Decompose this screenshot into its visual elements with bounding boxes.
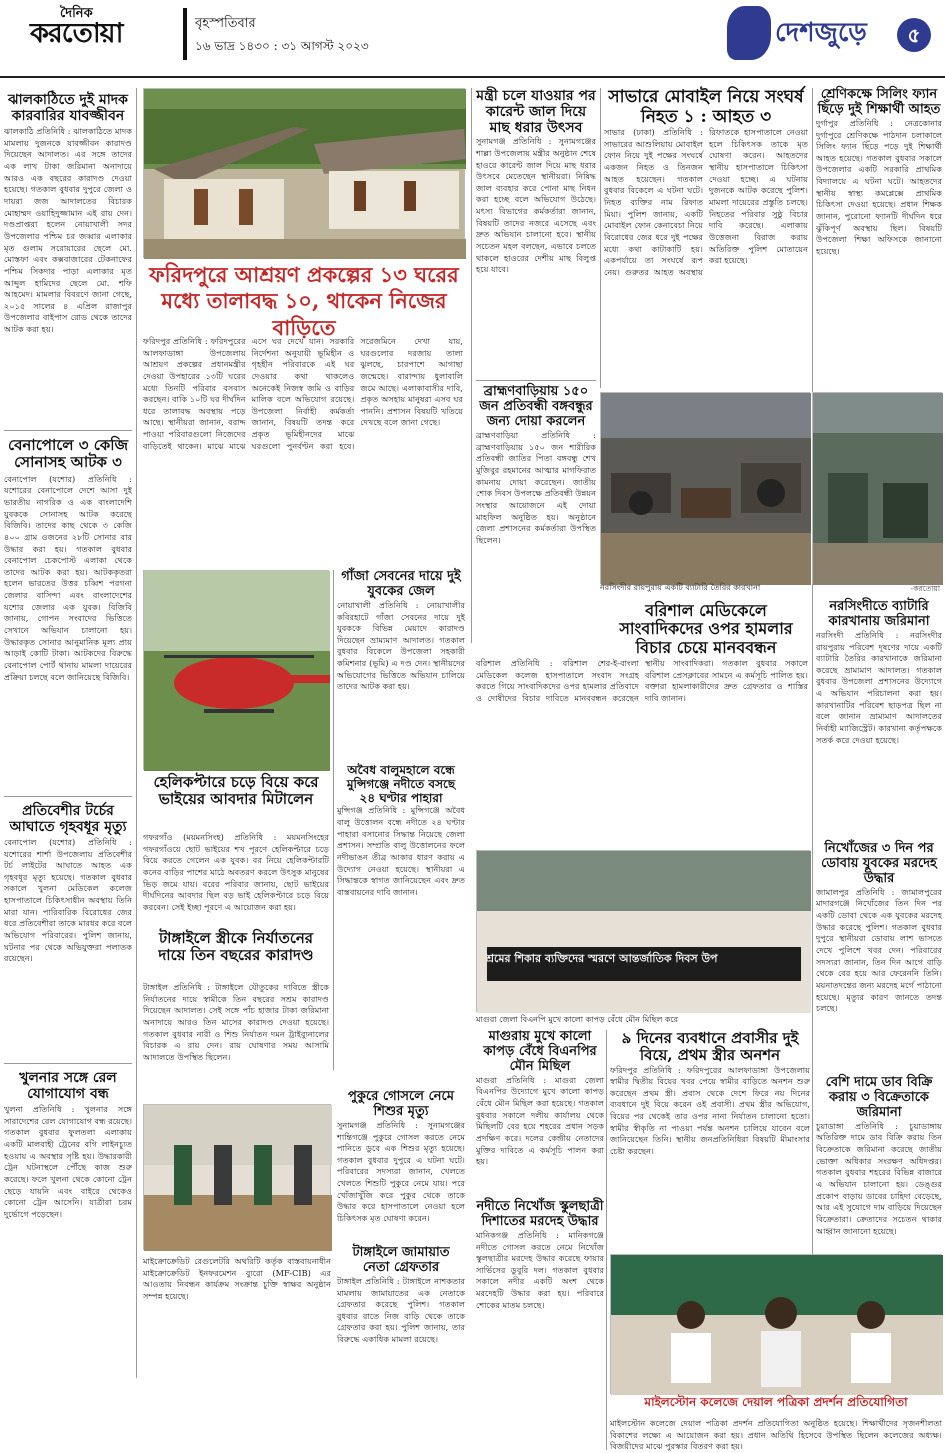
photo-credit: -করতোয়া	[910, 584, 940, 593]
lead-article-body: ফরিদপুর প্রতিনিধি : ফরিদপুরের আলফাডাঙ্গা উপজেলায় আশ্রয়ণ প্রকল্পের প্রধানমন্ত্রীর দেওয়া উপহারের ১৩টি ঘরের মধ্যে তিনটি পরিবার বসবাস করছেন। বাকি ১০টি ঘর দীর্ঘদিন ধরে তালাবদ্ধ অবস্থায় পড়ে আছে। স্থানীয়রা জানান, বরাদ্দ পাওয়া পরিবারগুলো নিজেদের বাড়িতেই থাকেন। মাঝে মাঝে এসে ঘর দেখে যান। সরকারি নির্দেশনা অনুযায়ী ভূমিহীন ও গৃহহীন পরিবারকে এই ঘর দেওয়ার কথা থাকলেও অনেকেই নিজস্ব জমি ও বাড়ির মালিক বলে অভিযোগ রয়েছে। উপজেলা নির্বাহী কর্মকর্তা জানান, বিষয়টি তদন্ত করে প্রকৃত ভূমিহীনদের মাঝে ঘরগুলো পুনর্বণ্টন করা হবে। সরেজমিনে দেখা যায়, ঘরগুলোর দরজায় তালা ঝুলছে, চারপাশে আগাছা জন্মেছে। বারান্দায় ধুলাবালি জমে আছে। এলাকাবাসীর দাবি, প্রকৃত অসহায় মানুষরা এসব ঘর পাননি। প্রশাসন বিষয়টি খতিয়ে দেখছে বলে জানা গেছে।	[143, 336, 463, 451]
column-rule	[812, 88, 813, 1388]
divider	[476, 380, 596, 381]
helicopter-photo	[143, 570, 329, 770]
article-headline: ৯ দিনের ব্যবধানে প্রবাসীর দুই বিয়ে, প্রথম স্ত্রীর অনশন	[621, 1029, 799, 1065]
barisal-headline: বরিশাল মেডিকেলে সাংবাদিকদের ওপর হামলার বিচার চেয়ে মানববন্ধন	[619, 601, 793, 657]
river-article	[476, 1200, 604, 1450]
issue-date: ১৬ ভাদ্র ১৪৩০ : ৩১ আগস্ট ২০২৩	[195, 39, 369, 53]
left-column	[4, 90, 132, 1450]
day-of-week: বৃহস্পতিবার	[195, 16, 256, 31]
fan-article	[816, 88, 942, 388]
article-headline: ব্রাহ্মণবাড়িয়ায় ১৫০ জন প্রতিবন্ধী বঙ্গবন্ধুর জন্য দোয়া করলেন	[479, 384, 593, 430]
article-body: সাভার (ঢাকা) প্রতিনিধি : সাভারের আশুলিয়ায় মোবাইল ফোন নিয়ে দুই পক্ষের সংঘর্ষে একজন নিহত ও তিনজন আহত হয়েছেন। গতকাল বুধবার বিকেলে এ ঘটনা ঘটে। নিহত ব্যক্তির নাম রিফাত মিয়া। পুলিশ জানায়, একটি মোবাইল ফোন কেনাবেচা নিয়ে বিরোধের জের ধরে দুই পক্ষের মধ্যে কথা কাটাকাটি হয়। একপর্যায়ে তা সংঘর্ষে রূপ নেয়। গুরুতর আহত অবস্থায় রিফাতকে হাসপাতালে নেওয়া হলে চিকিৎসক তাকে মৃত ঘোষণা করেন। আহতদের স্থানীয় হাসপাতালে চিকিৎসা দেওয়া হচ্ছে। এ ঘটনায় দুজনকে আটক করেছে পুলিশ। মামলা দায়েরের প্রস্তুতি চলছে। নিহতের পরিবার সুষ্ঠু বিচার দাবি করেছে। এলাকায় উত্তেজনা বিরাজ করায় অতিরিক্ত পুলিশ মোতায়েন করা হয়েছে।	[604, 127, 808, 277]
column-rule	[136, 88, 137, 1378]
divider	[4, 796, 132, 797]
lead-headline: ফরিদপুরে আশ্রয়ণ প্রকল্পের ১৩ ঘরের মধ্যে তালাবদ্ধ ১০, থাকেন নিজের বাড়িতে	[149, 262, 459, 340]
article-headline: গাঁজা সেবনের দায়ে দুই যুবকের জেল	[341, 569, 461, 599]
article-body: খুলনা প্রতিনিধি : খুলনার সঙ্গে সারাদেশের রেল যোগাযোগ বন্ধ রয়েছে। গতকাল বুধবার ফুলতলা এলাকায় একটি মালবাহী ট্রেনের বগি লাইনচ্যুত হওয়ায় এ অবস্থার সৃষ্টি হয়। উদ্ধারকারী ট্রেন ঘটনাস্থলে পৌঁছে কাজ শুরু করেছে। ফলে খুলনা থেকে কোনো ট্রেন ছেড়ে যায়নি এবং বাইরে থেকেও কোনো ট্রেন আসেনি। যাত্রীরা চরম দুর্ভোগে পড়েছেন।	[4, 1104, 132, 1219]
exhibition-illustration	[611, 1255, 943, 1395]
factory-illustration-right	[813, 393, 943, 585]
masthead-divider	[183, 8, 187, 60]
article-headline: টাঙ্গাইলে জামায়াত নেতা গ্রেফতার	[352, 1245, 450, 1275]
column-rule	[600, 88, 601, 388]
rally-photo	[476, 850, 810, 1012]
rally-banner: শ্রমের শিকার ব্যক্তিদের স্মরণে আন্তর্জাতিক দিবস উপ	[486, 952, 718, 965]
column-rule	[471, 88, 472, 643]
article-headline: মন্ত্রী চলে যাওয়ার পর কারেন্ট জাল দিয়ে মাছ ধরার উৎসব	[476, 88, 596, 137]
article-body: ব্রাহ্মণবাড়িয়া প্রতিনিধি : ব্রাহ্মণবাড়িয়ায় ১৫০ জন শারীরিক প্রতিবন্ধী জাতির পিতা বঙ্গবন্ধু শেখ মুজিবুর রহমানের আত্মার মাগফিরাত কামনায় দোয়া করেছেন। জাতীয় শোক দিবস উপলক্ষে প্রতিবন্ধী উন্নয়ন সংস্থার আয়োজনে এই দোয়া মাহফিল অনুষ্ঠিত হয়। অনুষ্ঠানে জেলা প্রশাসনের কর্মকর্তারা উপস্থিত ছিলেন।	[476, 430, 596, 545]
tangail-headline: টাঙ্গাইলে স্ত্রীকে নির্যাতনের দায়ে তিন বছরের কারাদণ্ড	[158, 929, 314, 965]
expat-article	[610, 1030, 810, 1250]
article-body: বেনাপোল (যশোর) প্রতিনিধি : যশোরের শার্শা উপজেলায় প্রতিবেশীর টর্চ লাইটের আঘাতে আহত এক গৃহবধূর মৃত্যু হয়েছে। গতকাল বুধবার সকালে খুলনা মেডিকেল কলেজ হাসপাতালে চিকিৎসাধীন অবস্থায় তিনি মারা যান। পারিবারিক বিরোধের জের ধরে প্রতিবেশীরা তাকে মারধর করে বলে অভিযোগ পরিবারের। পুলিশ জানায়, ঘটনার পর থেকে অভিযুক্তরা পলাতক রয়েছেন।	[4, 836, 132, 964]
barisal-body: বরিশাল প্রতিনিধি : বরিশাল শের-ই-বাংলা মেডিকেল কলেজ হাসপাতালে সংবাদ সংগ্রহ করতে গিয়ে সাংবাদিকদের ওপর হামলার প্রতিবাদে ও দোষীদের বিচার দাবিতে মানববন্ধন করেছেন স্থানীয় সাংবাদিকরা। গতকাল বুধবার সকালে বরিশাল প্রেসক্লাবের সামনে এ কর্মসূচি পালিত হয়। বক্তারা হামলাকারীদের দ্রুত গ্রেফতার ও শাস্তির দাবি জানান।	[476, 658, 808, 703]
article-headline: নিখোঁজের ৩ দিন পর ডোবায় যুবকের মরদেহ উদ্ধার	[821, 841, 937, 886]
article-body: জামালপুর প্রতিনিধি : জামালপুরের মাদারগঞ্জে নিখোঁজের তিন দিন পর একটি ডোবা থেকে এক যুবকের মরদেহ উদ্ধার করেছে পুলিশ। গতকাল বুধবার দুপুরে স্থানীয়রা ডোবায় লাশ ভাসতে দেখে পুলিশে খবর দেন। পরিবারের সদস্যরা জানান, তিন দিন আগে বাড়ি থেকে বের হয়ে আর ফেরেননি তিনি। ময়নাতদন্তের জন্য মরদেহ মর্গে পাঠানো হয়েছে। মৃত্যুর কারণ জানতে তদন্ত চলছে।	[816, 886, 942, 1014]
article-headline: খুলনার সঙ্গে রেল যোগাযোগ বন্ধ	[19, 1069, 117, 1102]
tangail-body: টাঙ্গাইল প্রতিনিধি : টাঙ্গাইলে যৌতুকের দাবিতে স্ত্রীকে নির্যাতনের দায়ে স্বামীকে তিন বছরের সশ্রম কারাদণ্ড দিয়েছেন আদালত। সেই সঙ্গে পাঁচ হাজার টাকা জরিমানা অনাদায়ে আরও তিন মাসের কারাদণ্ড দেওয়া হয়েছে। গতকাল বুধবার নারী ও শিশু নির্যাতন দমন ট্রাইব্যুনালের বিচারক এ রায় দেন। রায় ঘোষণার সময় আসামি আদালতে উপস্থিত ছিলেন।	[143, 982, 329, 1062]
missing-youth-article	[816, 842, 942, 1072]
article-headline: শ্রেণিকক্ষে সিলিং ফ্যান ছিঁড়ে দুই শিক্ষার্থী আহত	[817, 87, 941, 117]
article-body: মানিকগঞ্জ প্রতিনিধি : মানিকগঞ্জে নদীতে গোসল করতে নেমে নিখোঁজ স্কুলছাত্রীর মরদেহ উদ্ধার করেছে ফায়ার সার্ভিসের ডুবুরি দল। গতকাল বুধবার সকালে নদীর একটি অংশ থেকে মরদেহটি উদ্ধার করা হয়। পরিবারে শোকের মাতম চলছে।	[476, 1229, 604, 1310]
mcib-illustration	[144, 1105, 332, 1251]
article-headline: নদীতে নিখোঁজ স্কুলছাত্রী দিশাতের মরদেহ উদ্ধার	[476, 1199, 604, 1229]
mcib-signing-photo	[143, 1104, 331, 1250]
article-body: দুর্গাপুর প্রতিনিধি : নেত্রকোনার দুর্গাপুরে শ্রেণিকক্ষে পাঠদান চলাকালে সিলিং ফ্যান ছিঁড়ে পড়ে দুই শিক্ষার্থী আহত হয়েছে। গতকাল বুধবার সকালে উপজেলার একটি সরকারি প্রাথমিক বিদ্যালয়ে এ ঘটনা ঘটে। আহতদের স্থানীয় স্বাস্থ্য কমপ্লেক্সে প্রাথমিক চিকিৎসা দেওয়া হয়েছে। প্রধান শিক্ষক জানান, পুরোনো ফ্যানটি দীর্ঘদিন ধরে ঝুঁকিপূর্ণ অবস্থায় ছিল। বিষয়টি উপজেলা শিক্ষা অফিসকে জানানো হয়েছে।	[816, 117, 942, 256]
article-body: বেনাপোল (যশোর) প্রতিনিধি : যশোরের বেনাপোলে দেশে আসা দুই ভারতীয় নাগরিক ও এক বাংলাদেশি যুবককে সোনাসহ আটক করেছে বিজিবি। তাদের কাছ থেকে ৩ কেজি ৪০০ গ্রাম ওজনের ২৮টি সোনার বার উদ্ধার করা হয়। গতকাল বুধবার বেনাপোল চেকপোস্ট এলাকা থেকে তাদের আটক করা হয়। আটককৃতরা হলেন ভারতের উত্তর চব্বিশ পরগনা জেলার বাসিন্দা এবং বাংলাদেশের যশোর জেলার এক যুবক। বিজিবি জানায়, গোপন সংবাদের ভিত্তিতে সেখানে অভিযান চালানো হয়। উদ্ধারকৃত সোনার আনুমানিক মূল্য প্রায় আড়াই কোটি টাকা। আটকদের বিরুদ্ধে বেনাপোল পোর্ট থানায় মামলা দায়েরের প্রক্রিয়া চলছে বলে জানিয়েছে বিজিবি।	[4, 473, 132, 682]
rally-illustration	[477, 851, 811, 1013]
helicopter-headline: হেলিকপ্টারে চড়ে বিয়ে করে ভাইয়ের আবদার মিটালেন	[153, 773, 319, 809]
article-headline: বেশি দামে ডাব বিক্রি করায় ৩ বিক্রেতাকে জরিমানা	[825, 1075, 933, 1120]
article-body: নোয়াখালী প্রতিনিধি : নোয়াখালীর কবিরহাটে গাঁজা সেবনের দায়ে দুই যুবককে বিভিন্ন মেয়াদে কারাদণ্ড দিয়েছেন ভ্রাম্যমাণ আদালত। গতকাল বুধবার বিকেলে উপজেলা সহকারী কমিশনার (ভূমি) এ দণ্ড দেন। স্থানীয়দের অভিযোগের ভিত্তিতে অভিযান চালিয়ে তাদের আটক করা হয়।	[337, 599, 465, 692]
article-body: মাগুরা প্রতিনিধি : মাগুরা জেলা বিএনপির উদ্যোগে মুখে কালো কাপড় বেঁধে মৌন মিছিল করা হয়েছে। গতকাল বুধবার সকালে দলীয় কার্যালয় থেকে মিছিলটি বের হয়ে শহরের প্রধান সড়ক প্রদক্ষিণ করে। দলের কেন্দ্রীয় নেতাদের মুক্তির দাবিতে এ কর্মসূচি পালন করা হয়।	[476, 1074, 604, 1167]
article-headline: মাগুরায় মুখে কালো কাপড় বেঁধে বিএনপির মৌন মিছিল	[483, 1029, 597, 1074]
shelter-houses-photo	[143, 88, 465, 258]
page-number: ৫	[897, 18, 931, 52]
pond-article	[337, 1090, 465, 1240]
exhibition-body: মাইলস্টোন কলেজে দেয়াল পত্রিকা প্রদর্শন প্রতিযোগিতা অনুষ্ঠিত হয়েছে। শিক্ষার্থীদের সৃজনশীলতা বিকাশের লক্ষ্যে এ আয়োজন করা হয়। প্রধান অতিথি হিসেবে উপস্থিত ছিলেন কলেজের অধ্যক্ষ। বিজয়ীদের মাঝে পুরস্কার বিতরণ করা হয়।	[610, 1418, 942, 1452]
factory-photo	[600, 392, 810, 584]
divider	[4, 430, 132, 431]
rally-caption: মাগুরা জেলা বিএনপি মুখে কালো কাপড় বেঁধে মৌন মিছিল করে	[476, 1015, 679, 1024]
article-body: সুনামগঞ্জ প্রতিনিধি : সুনামগঞ্জের শান্তিগঞ্জে পুকুরে গোসল করতে নেমে পানিতে ডুবে এক শিশুর মৃত্যু হয়েছে। গতকাল বুধবার দুপুরে এ ঘটনা ঘটে। পরিবারের সদস্যরা জানান, খেলতে খেলতে শিশুটি পুকুরে নেমে যায়। পরে খোঁজাখুঁজি করে পুকুর থেকে তাকে উদ্ধার করে হাসপাতালে নেওয়া হলে চিকিৎসক মৃত ঘোষণা করেন।	[337, 1119, 465, 1223]
ganja-article	[337, 570, 465, 760]
paper-prefix: দৈনিক	[60, 6, 93, 21]
fishing-article	[476, 88, 596, 648]
section-title: দেশজুড়ে	[775, 18, 867, 48]
article-headline: প্রতিবেশীর টর্চের আঘাতে গৃহবধূর মৃত্যু	[9, 802, 127, 835]
article-body: চুয়াডাঙ্গা প্রতিনিধি : চুয়াডাঙ্গায় অতিরিক্ত দামে ডাব বিক্রি করায় তিন বিক্রেতাকে জরিমানা করেছে জাতীয় ভোক্তা অধিকার সংরক্ষণ অধিদপ্তর। গতকাল বুধবার শহরের বিভিন্ন বাজারে এ অভিযান চালানো হয়। ডেঙ্গুর প্রকোপ বাড়ায় ডাবের চাহিদা বেড়েছে, আর এই সুযোগে দাম বাড়িয়ে দিয়েছেন বিক্রেতারা। ক্রেতাদের সচেতন থাকার আহ্বান জানানো হয়েছে।	[816, 1120, 942, 1236]
column-rule	[333, 570, 334, 1070]
article-headline: নরসিংদীতে ব্যাটারি কারখানায় জরিমানা	[828, 599, 930, 629]
divider	[4, 1063, 132, 1064]
article-headline: পুকুরে গোসলে নেমে শিশুর মৃত্যু	[348, 1089, 454, 1119]
factory-caption: নরসিংদীর রায়পুরায় একটি ব্যাটারি তৈরির কারখানা	[600, 583, 761, 592]
savar-article	[604, 88, 808, 388]
exhibition-caption: মাইলস্টোন কলেজে দেয়াল পত্রিকা প্রদর্শন প্রতিযোগিতা	[644, 1395, 908, 1409]
factory-illustration	[601, 393, 811, 585]
column-rule	[606, 1030, 607, 1450]
article-body: সুনামগঞ্জ প্রতিনিধি : সুনামগঞ্জের শাল্লা উপজেলায় মন্ত্রীর অনুষ্ঠান শেষে হাওরে কারেন্ট জাল দিয়ে মাছ ধরার উৎসবে মেতেছেন স্থানীয়রা। নিষিদ্ধ জাল ব্যবহার করে পোনা মাছ নিধন করা হচ্ছে বলে অভিযোগ উঠেছে। মৎস্য বিভাগের কর্মকর্তারা জানান, বিষয়টি তাদের নজরে এসেছে এবং দ্রুত অভিযান চালানো হবে। স্থানীয় সচেতন মহল বলছেন, এভাবে চলতে থাকলে হাওরের দেশীয় মাছ বিলুপ্ত হয়ে যাবে।	[476, 136, 596, 275]
factory-photo-right	[812, 392, 942, 584]
masthead	[0, 0, 945, 80]
article-body: নরসিংদী প্রতিনিধি : নরসিংদীর রায়পুরায় পরিবেশ দূষণের দায়ে একটি ব্যাটারি তৈরির কারখানাকে জরিমানা করেছে ভ্রাম্যমাণ আদালত। গতকাল বুধবার উপজেলা প্রশাসনের উদ্যোগে এ অভিযান পরিচালনা করা হয়। কারখানাটির পরিবেশ ছাড়পত্র ছিল না বলে জানান ভ্রাম্যমাণ আদালতের নির্বাহী ম্যাজিস্ট্রেট। কারখানা কর্তৃপক্ষকে সতর্ক করে দেওয়া হয়েছে।	[816, 629, 942, 745]
article-headline: অবৈধ বালুমহালে বন্ধে মুন্সিগঞ্জে নদীতে বসছে ২৪ ঘণ্টার পাহারা	[346, 763, 456, 805]
jamaat-article	[337, 1246, 465, 1446]
article-headline: ঝালকাঠিতে দুই মাদক কারবারির যাবজ্জীবন	[8, 92, 128, 125]
mcib-caption: মাইক্রোক্রেডিট রেগুলেটরি অথরিটি কর্তৃক বাস্তবায়নাধীন মাইক্রোক্রেডিট ইনফরমেশন ব্যুরো (MF-CIB) এর আওতায় নিবন্ধন কার্যক্রম সংক্রান্ত চুক্তি স্বাক্ষর অনুষ্ঠান সম্পন্ন হয়েছে।	[143, 1256, 331, 1301]
exhibition-photo	[610, 1254, 942, 1394]
paper-name: করতোয়া	[30, 18, 123, 49]
article-headline: সাভারে মোবাইল নিয়ে সংঘর্ষ নিহত ১ : আহত ৩	[608, 87, 804, 127]
shelter-houses-illustration	[144, 89, 466, 259]
article-body: মুন্সিগঞ্জ প্রতিনিধি : মুন্সিগঞ্জে অবৈধ বালু উত্তোলন বন্ধে নদীতে ২৪ ঘণ্টার পাহারা বসানোর সিদ্ধান্ত নিয়েছে জেলা প্রশাসন। সম্প্রতি বালু উত্তোলনের ফলে নদীভাঙন তীব্র আকার ধারণ করায় এ উদ্যোগ নেওয়া হয়েছে। স্থানীয়রা এ সিদ্ধান্তকে স্বাগত জানিয়েছেন এবং দ্রুত বাস্তবায়নের দাবি জানান।	[337, 805, 465, 897]
battery-fine-article	[816, 600, 942, 840]
balu-article	[337, 764, 465, 1084]
article-body: টাঙ্গাইল প্রতিনিধি : টাঙ্গাইলে নাশকতার মামলায় জামায়াতের এক নেতাকে গ্রেফতার করেছে পুলিশ। গতকাল বুধবার রাতে নিজ বাড়ি থেকে তাকে গ্রেফতার করা হয়। পুলিশ জানায়, তার বিরুদ্ধে একাধিক মামলা রয়েছে।	[337, 1275, 465, 1345]
article-body: ফরিদপুর প্রতিনিধি : ফরিদপুরের আলফাডাঙ্গা উপজেলায় স্বামীর দ্বিতীয় বিয়ের খবর পেয়ে স্বামীর বাড়িতে অনশন শুরু করেছেন প্রথম স্ত্রী। প্রবাস থেকে দেশে ফিরে নয় দিনের ব্যবধানে দুই বিয়ে করেন ওই প্রবাসী। প্রথম স্ত্রীর অভিযোগ, বিয়ের পর থেকেই তার ওপর নানা নির্যাতন চালানো হতো। স্বামীর স্বীকৃতি না পাওয়া পর্যন্ত অনশন চালিয়ে যাবেন বলে জানিয়েছেন তিনি। স্থানীয় জনপ্রতিনিধিরা বিষয়টি মীমাংসার চেষ্টা করছেন।	[610, 1064, 810, 1156]
masthead-bottom-rule	[0, 76, 945, 78]
magura-article	[476, 1030, 604, 1195]
article-headline: বেনাপোলে ৩ কেজি সোনাসহ আটক ৩	[8, 436, 128, 472]
helicopter-illustration	[144, 571, 330, 771]
helicopter-body: গফরগাঁও (ময়মনসিংহ) প্রতিনিধি : ময়মনসিংহের গফরগাঁওয়ে ছোট ভাইয়ের শখ পূরণে হেলিকপ্টারে চড়ে বিয়ে করতে গেলেন এক যুবক। বর নিয়ে হেলিকপ্টারটি কনের বাড়ির পাশের মাঠে অবতরণ করলে উৎসুক মানুষের ভিড় জমে যায়। বরের পরিবার জানায়, ছোট ভাইয়ের দীর্ঘদিনের আবদার ছিল বড় ভাই হেলিকপ্টারে চড়ে বিয়ে করবেন। সেই ইচ্ছা পূরণে এ আয়োজন করা হয়।	[143, 832, 329, 912]
bangladesh-map-icon	[727, 6, 771, 60]
article-body: ঝালকাঠি প্রতিনিধি : ঝালকাঠিতে মাদক মামলায় দুজনকে যাবজ্জীবন কারাদণ্ড দিয়েছেন আদালত। এর সঙ্গে তাদের এক লাখ টাকা জরিমানা অনাদায়ে আরও এক বছরের কারাদণ্ড দেওয়া হয়েছে। গতকাল বুধবার দুপুরে জেলা ও দায়রা জজ আদালতের বিচারক মোহাম্মদ ওয়াহিদুজ্জামান এই রায় দেন। দণ্ডপ্রাপ্তরা হলেন নোয়াখালী সদর উপজেলার পশ্চিম চর জব্বার এলাকার মৃত গুলাম সরোয়ারের ছেলে মো. মোস্তফা এবং কক্সবাজারের টেকনাফের পশ্চিম সিকদার পাড়া এলাকার মৃত আব্দুল হামিদের ছেলে মো. শফি আহমেদ। মামলার বিবরণে জানা গেছে, ২০১৫ সালের ৪ এপ্রিল রাজাপুর উপজেলার বাইপাস রোড থেকে তাদের আটক করা হয়।	[4, 126, 132, 335]
